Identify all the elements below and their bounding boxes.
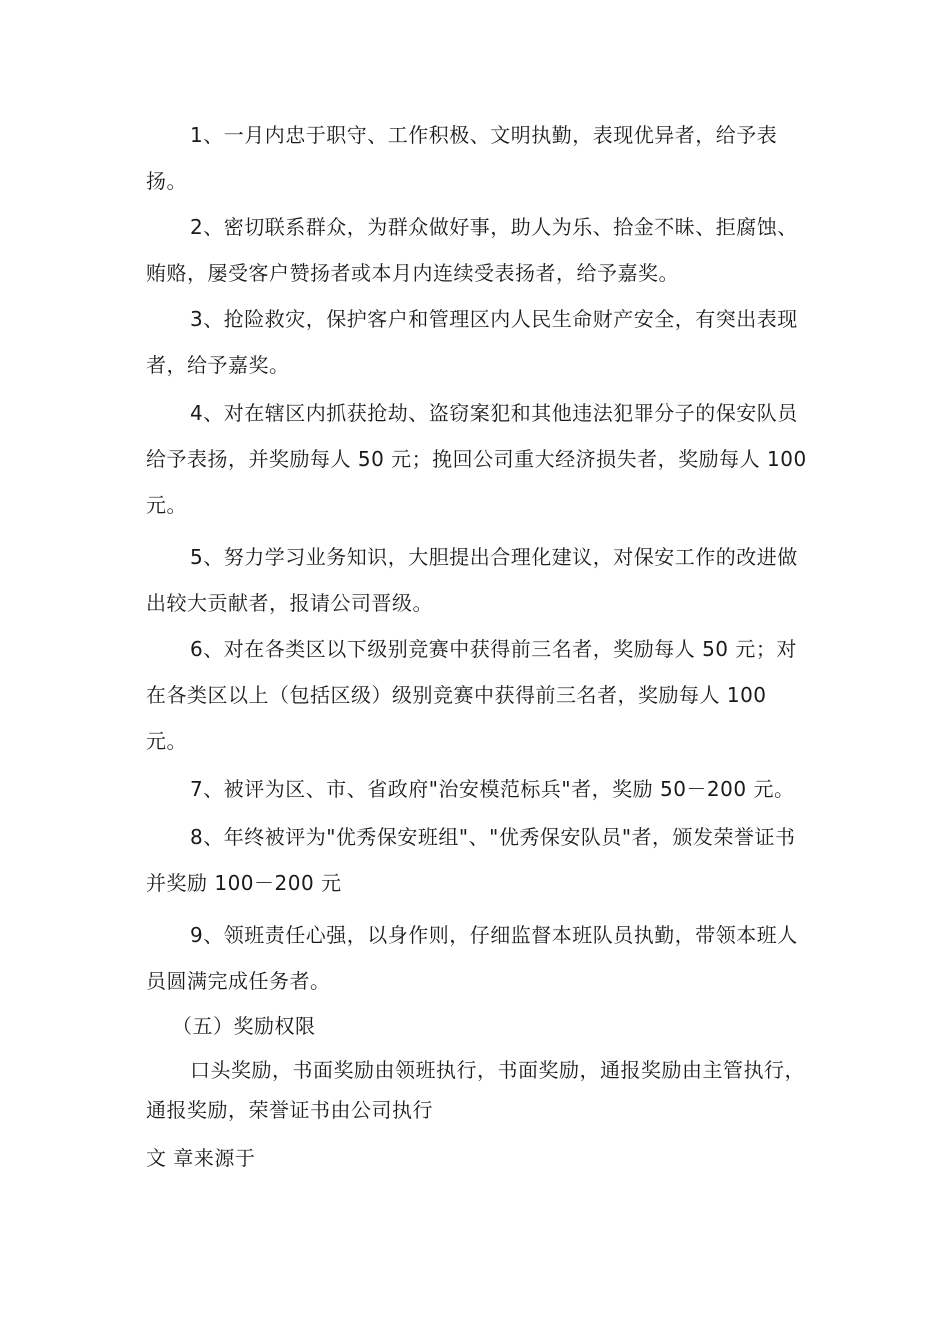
source-line: 文 章来源于 (146, 1146, 256, 1170)
reward-item-3: 3、抢险救灾，保护客户和管理区内人民生命财产安全，有突出表现者，给予嘉奖。 (146, 307, 798, 377)
reward-item-9: 9、领班责任心强，以身作则，仔细监督本班队员执勤，带领本班人员圆满完成任务者。 (146, 923, 798, 993)
reward-item-2: 2、密切联系群众，为群众做好事，助人为乐、拾金不昧、拒腐蚀、贿赂，屡受客户赞扬者或本月内连续受表扬者，给予嘉奖。 (146, 215, 798, 285)
reward-item-1: 1、一月内忠于职守、工作积极、文明执勤，表现优异者，给予表扬。 (146, 123, 778, 193)
reward-item-6: 6、对在各类区以下级别竞赛中获得前三名者，奖励每人 50 元；对在各类区以上（包括区级）级别竞赛中获得前三名者，奖励每人 100 元。 (146, 637, 797, 753)
authority-text: 口头奖励，书面奖励由领班执行，书面奖励，通报奖励由主管执行，通报奖励，荣誉证书由公司执行 (146, 1058, 805, 1122)
reward-item-5: 5、努力学习业务知识，大胆提出合理化建议，对保安工作的改进做出较大贡献者，报请公司晋级。 (146, 545, 798, 615)
reward-item-7: 7、被评为区、市、省政府"治安模范标兵"者，奖励 50－200 元。 (190, 777, 795, 801)
reward-item-4: 4、对在辖区内抓获抢劫、盗窃案犯和其他违法犯罪分子的保安队员给予表扬，并奖励每人 50 元；挽回公司重大经济损失者，奖励每人 100 元。 (146, 401, 807, 517)
reward-item-8: 8、年终被评为"优秀保安班组"、"优秀保安队员"者，颁发荣誉证书并奖励 100－200 元 (146, 825, 796, 895)
section-heading: （五）奖励权限 (172, 1014, 316, 1038)
